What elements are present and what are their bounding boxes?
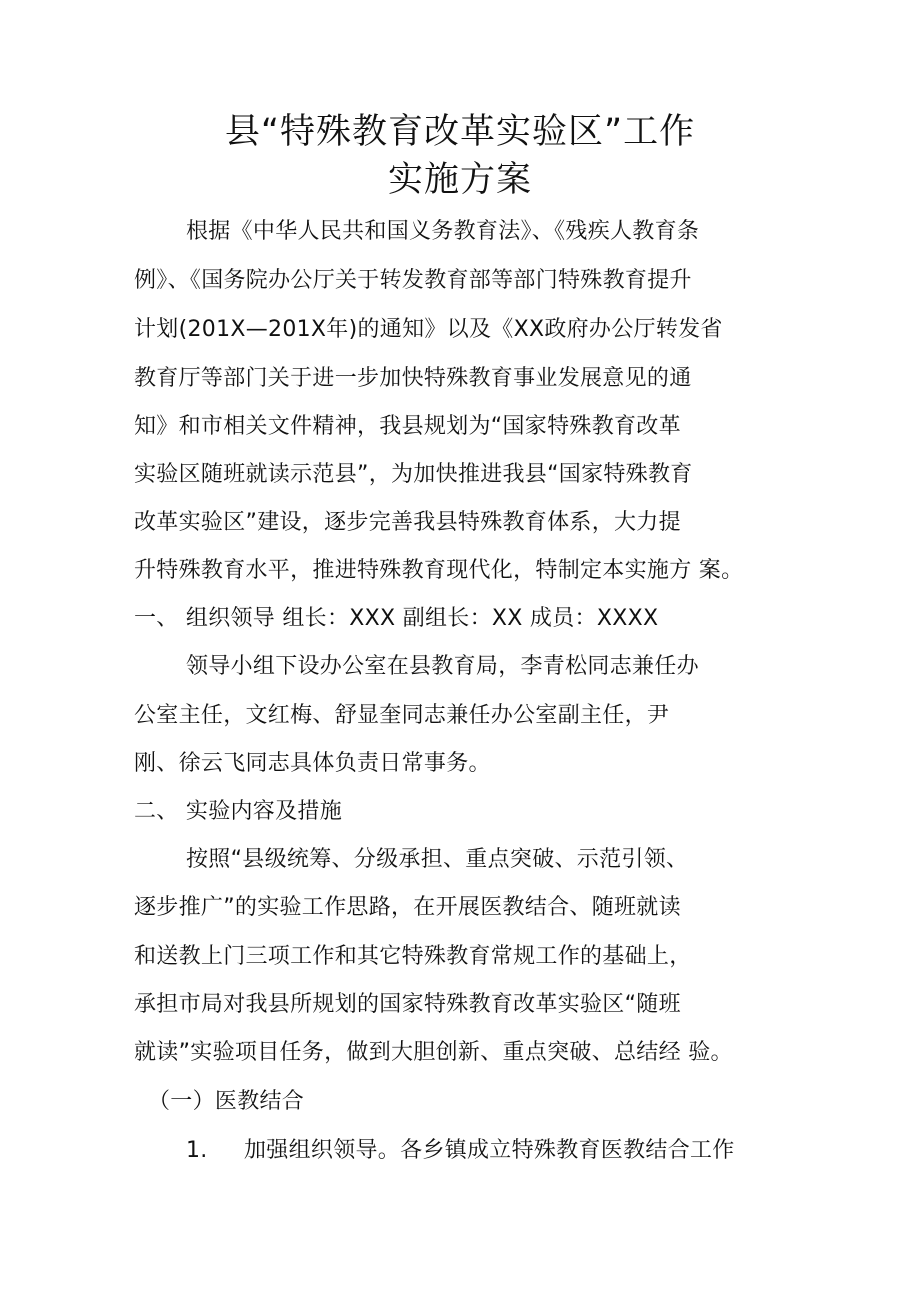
paragraph-line: 升特殊教育水平，推进特殊教育现代化，特制定本实施方 案。 (134, 558, 744, 583)
paragraph-line: 改革实验区”建设，逐步完善我县特殊教育体系，大力提 (134, 510, 681, 535)
item-number: 1. (186, 1138, 208, 1163)
paragraph-line: 例》、《国务院办公厅关于转发教育部等部门特殊教育提升 (134, 268, 692, 293)
paragraph-line: 刚、徐云飞同志具体负责日常事务。 (134, 751, 491, 776)
paragraph-line: 教育厅等部门关于进一步加快特殊教育事业发展意见的通 (134, 366, 692, 391)
subsection-heading-medical-education: （一）医教结合 (148, 1089, 305, 1114)
document-title-line-2: 实施方案 (387, 160, 532, 200)
paragraph-line: 就读”实验项目任务，做到大胆创新、重点突破、总结经 验。 (134, 1040, 733, 1065)
paragraph-line: 按照“县级统筹、分级承担、重点突破、示范引领、 (186, 847, 689, 872)
paragraph-line: 公室主任，文红梅、舒显奎同志兼任办公室副主任，尹 (134, 703, 670, 728)
paragraph-line: 知》和市相关文件精神，我县规划为“国家特殊教育改革 (134, 414, 681, 439)
paragraph-line: 和送教上门三项工作和其它特殊教育常规工作的基础上， (134, 944, 692, 969)
numbered-item (186, 1136, 735, 1166)
paragraph-line: 领导小组下设办公室在县教育局，李青松同志兼任办 (186, 654, 699, 679)
paragraph-line: 承担市局对我县所规划的国家特殊教育改革实验区“随班 (134, 992, 681, 1017)
paragraph-line: 实验区随班就读示范县”，为加快推进我县“国家特殊教育 (134, 462, 693, 487)
document-title-line-1: 县“特殊教育改革实验区”工作 (224, 112, 696, 152)
paragraph-line: 逐步推广”的实验工作思路，在开展医教结合、随班就读 (134, 895, 681, 920)
paragraph-line: 根据《中华人民共和国义务教育法》、《残疾人教育条 (186, 219, 700, 244)
section-heading-organization: 一、 组织领导 组长：XXX 副组长：XX 成员：XXXX (134, 606, 659, 631)
item-text: 加强组织领导。各乡镇成立特殊教育医教结合工作 (244, 1138, 735, 1163)
paragraph-line: 计划(201X—201X年)的通知》以及《XX政府办公厅转发省 (134, 317, 723, 342)
section-heading-content: 二、 实验内容及措施 (134, 799, 342, 824)
